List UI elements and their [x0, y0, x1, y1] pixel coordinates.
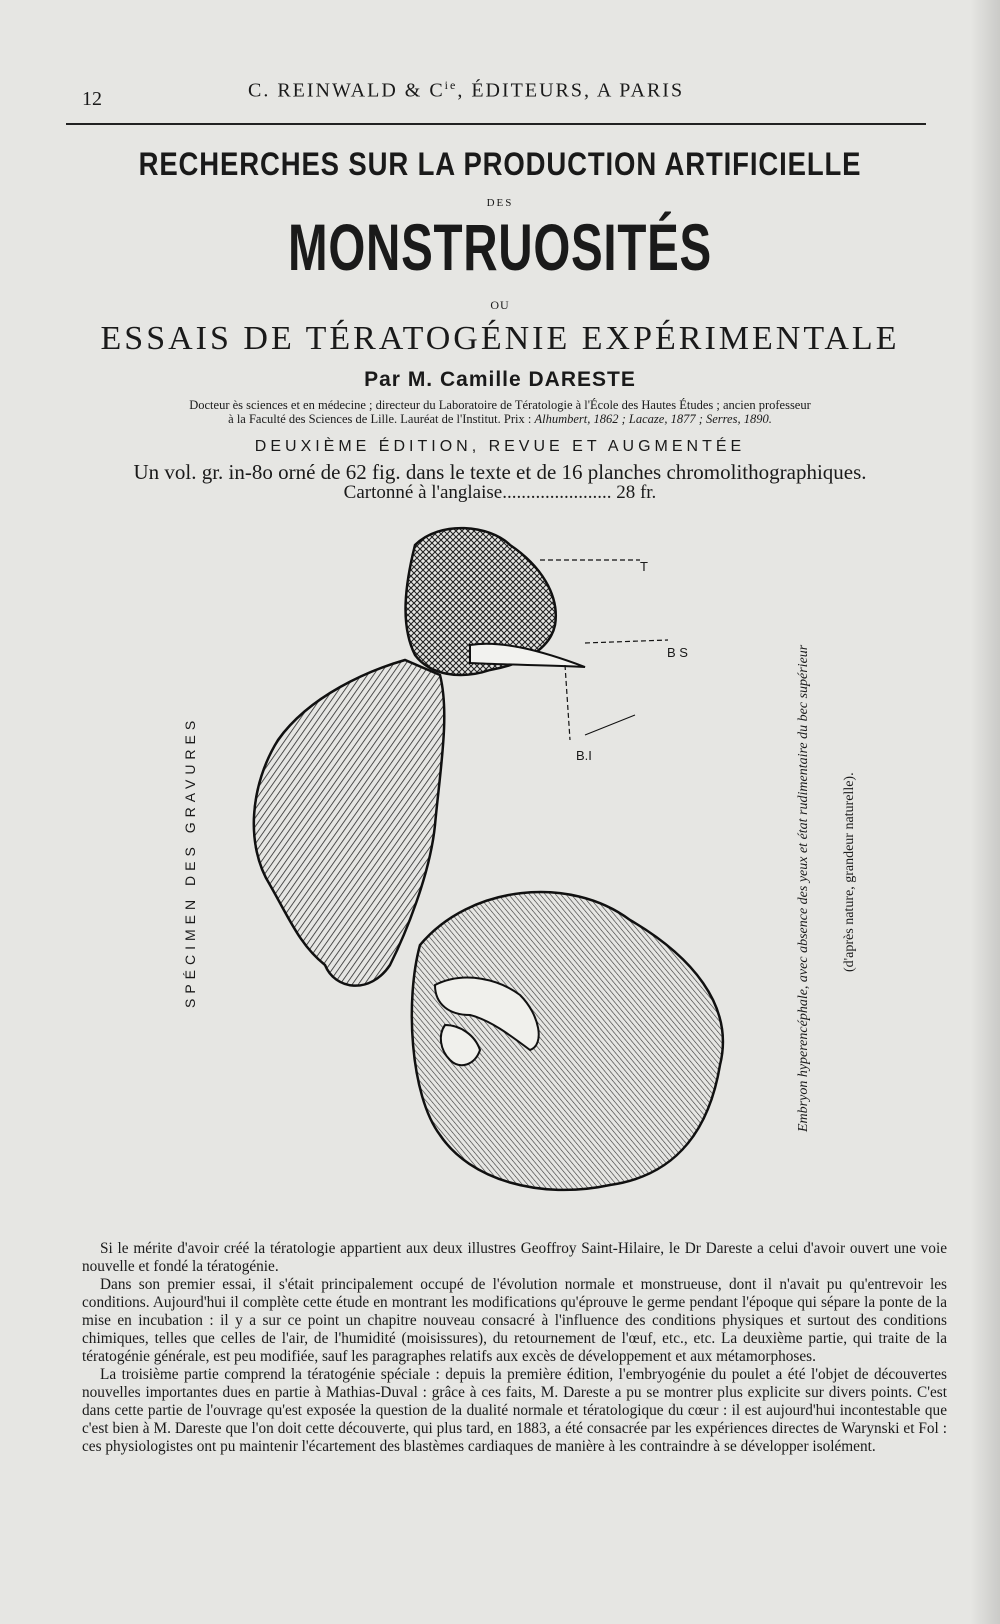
figure-caption: Embryon hyperencéphale, avec absence des yeux et état rudimentaire du bec supérieur: [796, 644, 811, 1132]
publisher-sup: ie: [444, 78, 458, 92]
embryo-head: [406, 528, 585, 675]
label-t: T: [640, 559, 648, 574]
publisher-tail: , ÉDITEURS, A PARIS: [457, 79, 685, 102]
paragraph-1: Si le mérite d'avoir créé la tératologie appartient aux deux illustres Geoffroy Saint-Hilaire, le Dr Dareste a celui d'avoir ouvert une voie nouvelle et fondé la tératogénie.: [82, 1240, 947, 1275]
body-text: [82, 1240, 947, 1456]
credentials-line-2: [0, 412, 1000, 427]
leader-lines: [540, 560, 668, 740]
volume-description: Un vol. gr. in-8o orné de 62 fig. dans le texte et de 16 planches chromolithographiques.: [133, 460, 867, 484]
edition: DEUXIÈME ÉDITION, REVUE ET AUGMENTÉE: [254, 438, 746, 455]
credentials-line-1: Docteur ès sciences et en médecine ; directeur du Laboratoire de Tératologie à l'École des Hautes Études ; ancien professeur: [189, 398, 811, 412]
running-header: [248, 78, 684, 103]
header-rule: [66, 123, 926, 125]
page-number: 12: [82, 88, 102, 110]
figure-caption-note: (d'après nature, grandeur naturelle).: [842, 772, 857, 972]
specimen-label: SPÉCIMEN DES GRAVURES: [182, 715, 198, 1008]
publisher: C. REINWALD & C: [248, 79, 445, 102]
label-bi: B.I: [576, 748, 592, 763]
title-line-1: RECHERCHES SUR LA PRODUCTION ARTIFICIELLE: [138, 146, 862, 182]
paragraph-3: La troisième partie comprend la tératogénie spéciale : depuis la première édition, l'embryogénie du poulet a été l'objet de découvertes nouvelles importantes dues en partie à Mathias-Duval : grâce à ces faits, M. Dareste a pu se montrer plus explicite sur divers points. C'est dans cette partie de l'ouvrage qu'est exposée la question de la dualité normale et tératologique du cœur : il est aujourd'hui incontestable que c'est bien à M. Dareste que l'on doit cette découverte, qui plus tard, en 1883, a été consacrée par les expériences directes de Warynski et Fol : ces physiologistes ont pu maintenir l'écartement des blastèmes cardiaques de manière à les contraindre à se développer isolément.: [82, 1366, 947, 1455]
title-subtitle: ESSAIS DE TÉRATOGÉNIE EXPÉRIMENTALE: [100, 320, 900, 357]
embryo-engraving: [240, 525, 760, 1205]
title-ou: OU: [490, 298, 510, 312]
credentials-prizes: Alhumbert, 1862 ; Lacaze, 1877 ; Serres, 1890.: [534, 412, 772, 426]
title-des: DES: [486, 197, 514, 209]
credentials-text: à la Faculté des Sciences de Lille. Lauréat de l'Institut. Prix :: [228, 412, 535, 426]
paragraph-2: Dans son premier essai, il s'était principalement occupé de l'évolution normale et monstrueuse, dont il n'avait pu qu'entrevoir les conditions. Aujourd'hui il complète cette étude en montrant les modifications qu'éprouve le germe pendant l'époque qui sépare la ponte de la mise en incubation : il y a sur ce point un chapitre nouveau consacré à l'influence des conditions physiques et surtout des conditions chimiques, telles que celles de l'air, de l'humidité (moisissures), du retournement de l'œuf, etc., etc. La deuxième partie, qui traite de la tératogénie générale, est peu modifiée, sauf les paragraphes relatifs aux excès de développement et aux métamorphoses.: [82, 1276, 947, 1365]
label-bs: B S: [667, 645, 688, 660]
price-line: Cartonné à l'anglaise....................... 28 fr.: [343, 482, 657, 503]
page-shadow: [970, 0, 1000, 1624]
embryo-body: [254, 660, 444, 986]
author: Par M. Camille DARESTE: [364, 368, 636, 391]
title-main: MONSTRUOSITÉS: [288, 210, 712, 284]
